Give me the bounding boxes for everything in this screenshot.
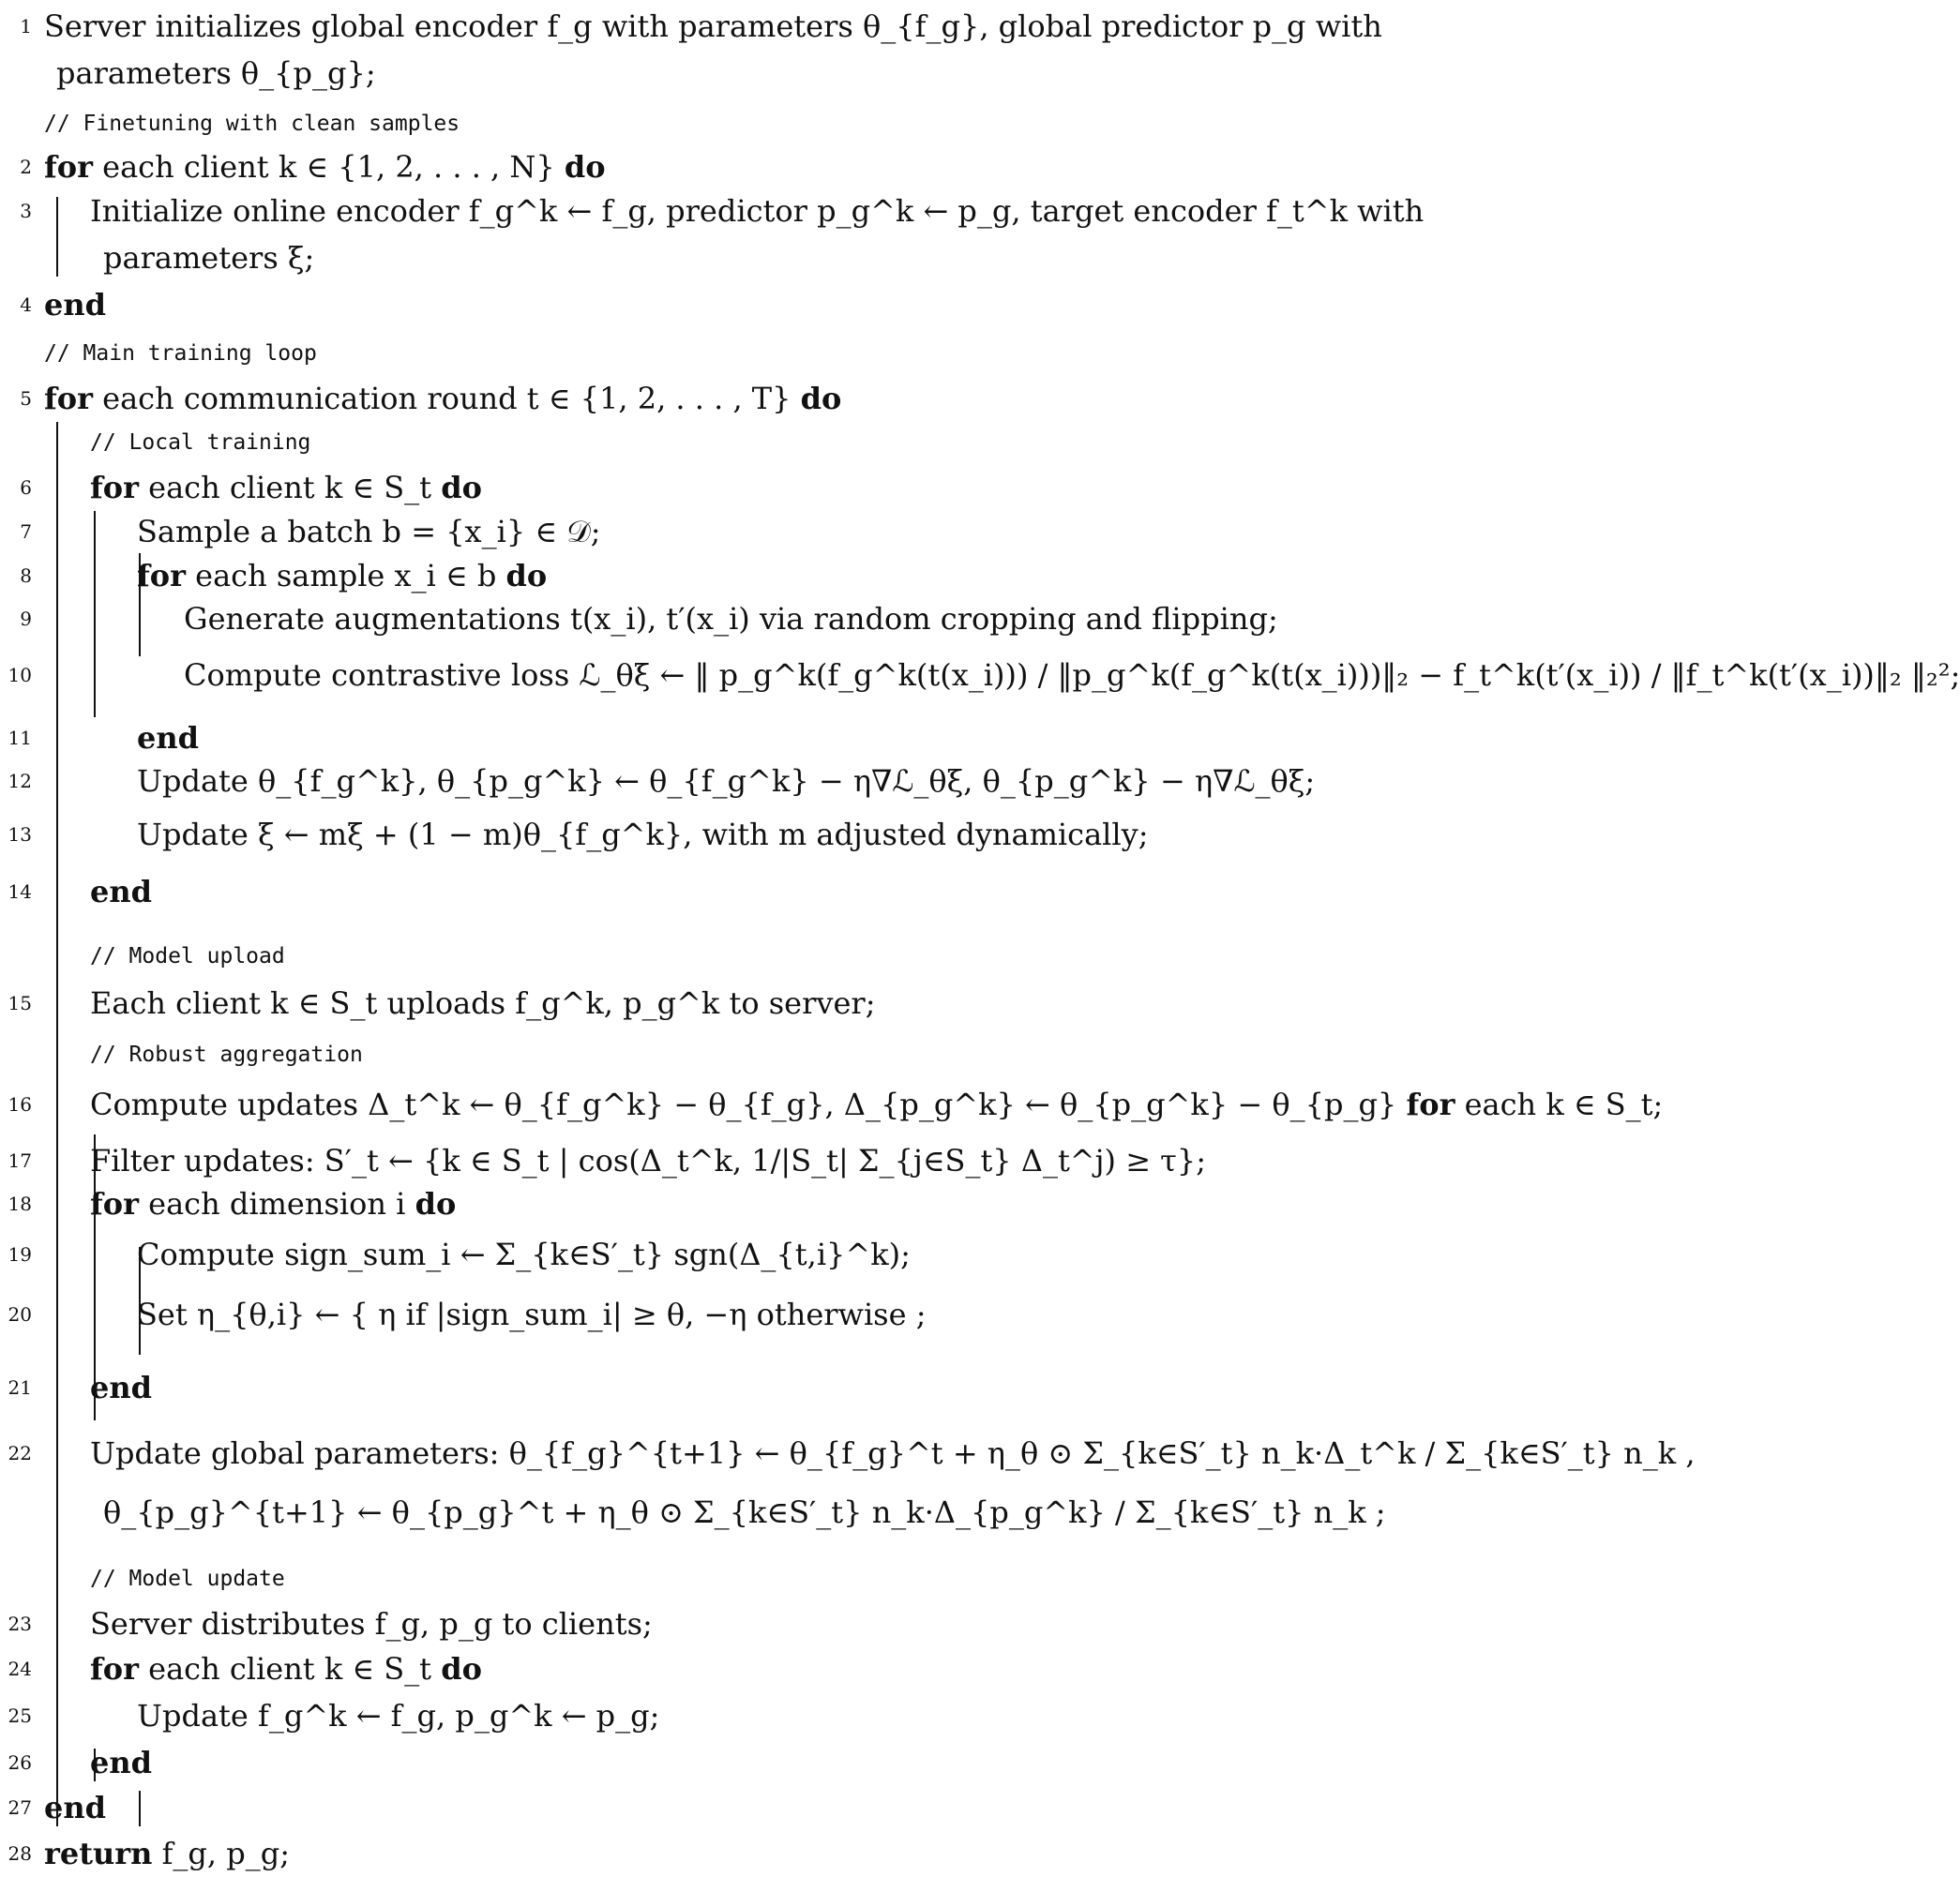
comment-text: // Model update [90, 1567, 285, 1591]
line-text: Server distributes f_g, p_g to clients; [90, 1606, 653, 1642]
line-number: 10 [8, 664, 32, 686]
line-number: 5 [20, 387, 32, 410]
line-text: Update ξ ← mξ + (1 − m)θ_{f_g^k}, with m adjusted dynamically; [137, 817, 1149, 852]
line-text: end [44, 287, 106, 323]
comment-text: // Robust aggregation [90, 1043, 363, 1067]
line-number: 21 [8, 1376, 32, 1399]
line-number: 8 [20, 564, 32, 587]
line-number: 9 [20, 608, 32, 630]
line-text: parameters θ_{p_g}; [56, 55, 376, 91]
line-number: 28 [8, 1842, 32, 1865]
comment-text: // Local training [90, 430, 311, 455]
line-text: for each client k ∈ S_t do [90, 1651, 482, 1687]
line-number: 25 [8, 1704, 32, 1727]
line-number: 12 [8, 770, 32, 792]
line-text: Update θ_{f_g^k}, θ_{p_g^k} ← θ_{f_g^k} − η∇ℒ_θξ, θ_{p_g^k} − η∇ℒ_θξ; [137, 763, 1316, 799]
line-text: Set η_{θ,i} ← { η if |sign_sum_i| ≥ θ, −η otherwise ; [137, 1297, 927, 1332]
line-number: 18 [8, 1193, 32, 1215]
line-text: Filter updates: S′_t ← {k ∈ S_t | cos(Δ_t^k, 1/|S_t| Σ_{j∈S_t} Δ_t^j) ≥ τ}; [90, 1143, 1207, 1179]
line-number: 23 [8, 1613, 32, 1635]
line-text: return f_g, p_g; [44, 1836, 290, 1871]
line-number: 15 [8, 992, 32, 1014]
indent-bar [139, 1791, 141, 1826]
line-number: 19 [8, 1243, 32, 1266]
line-number: 14 [8, 880, 32, 903]
line-number: 4 [20, 293, 32, 316]
line-text: Generate augmentations t(x_i), t′(x_i) via random cropping and flipping; [184, 601, 1278, 637]
comment-text: // Model upload [90, 944, 285, 969]
line-text: end [90, 874, 152, 909]
line-text: end [90, 1370, 152, 1405]
line-text: Update global parameters: θ_{f_g}^{t+1} ← θ_{f_g}^t + η_θ ⊙ Σ_{k∈S′_t} n_k·Δ_t^k / Σ_{k∈S′_t} n_k , [90, 1435, 1696, 1471]
line-number: 6 [20, 476, 32, 499]
line-text: for each client k ∈ {1, 2, . . . , N} do [44, 149, 606, 185]
line-text: Server initializes global encoder f_g with parameters θ_{f_g}, global predictor p_g with [44, 8, 1382, 44]
indent-bar [56, 422, 58, 1826]
line-number: 27 [8, 1796, 32, 1819]
line-number: 24 [8, 1658, 32, 1680]
line-text: Initialize online encoder f_g^k ← f_g, predictor p_g^k ← p_g, target encoder f_t^k with [90, 193, 1425, 229]
line-number: 20 [8, 1303, 32, 1326]
comment-text: // Finetuning with clean samples [44, 112, 460, 136]
line-number: 16 [8, 1093, 32, 1116]
line-text: for each communication round t ∈ {1, 2, . . . , T} do [44, 381, 842, 416]
line-text: Compute contrastive loss ℒ_θξ ← ‖ p_g^k(f_g^k(t(x_i))) / ‖p_g^k(f_g^k(t(x_i)))‖₂ − f_t^k(t′(x_i)) / ‖f_t^k(t′(x_i))‖₂ ‖₂²; [184, 657, 1960, 693]
line-number: 3 [20, 200, 32, 222]
line-number: 26 [8, 1751, 32, 1774]
comment-text: // Main training loop [44, 341, 317, 366]
line-text: for each client k ∈ S_t do [90, 470, 482, 505]
line-text: Compute sign_sum_i ← Σ_{k∈S′_t} sgn(Δ_{t,i}^k); [137, 1237, 911, 1272]
line-text: Update f_g^k ← f_g, p_g^k ← p_g; [137, 1698, 660, 1734]
line-text: for each dimension i do [90, 1186, 457, 1222]
line-text: end [44, 1790, 106, 1825]
line-text: for each sample x_i ∈ b do [137, 558, 548, 593]
line-text: Each client k ∈ S_t uploads f_g^k, p_g^k to server; [90, 985, 876, 1021]
line-number: 22 [8, 1442, 32, 1464]
line-number: 11 [8, 727, 32, 749]
line-text: end [90, 1745, 152, 1780]
line-text: Sample a batch b = {x_i} ∈ 𝒟; [137, 514, 601, 549]
line-text: parameters ξ; [103, 240, 315, 276]
line-text: θ_{p_g}^{t+1} ← θ_{p_g}^t + η_θ ⊙ Σ_{k∈S′_t} n_k·Δ_{p_g^k} / Σ_{k∈S′_t} n_k ; [103, 1494, 1386, 1530]
line-number: 7 [20, 520, 32, 543]
indent-bar [56, 197, 58, 277]
line-number: 2 [20, 156, 32, 178]
line-number: 13 [8, 823, 32, 846]
line-text: Compute updates Δ_t^k ← θ_{f_g^k} − θ_{f_g}, Δ_{p_g^k} ← θ_{p_g^k} − θ_{p_g} for each k ∈ S_t; [90, 1087, 1664, 1122]
line-text: end [137, 720, 199, 756]
line-number: 1 [20, 15, 32, 38]
line-number: 17 [8, 1149, 32, 1172]
indent-bar [94, 511, 96, 717]
